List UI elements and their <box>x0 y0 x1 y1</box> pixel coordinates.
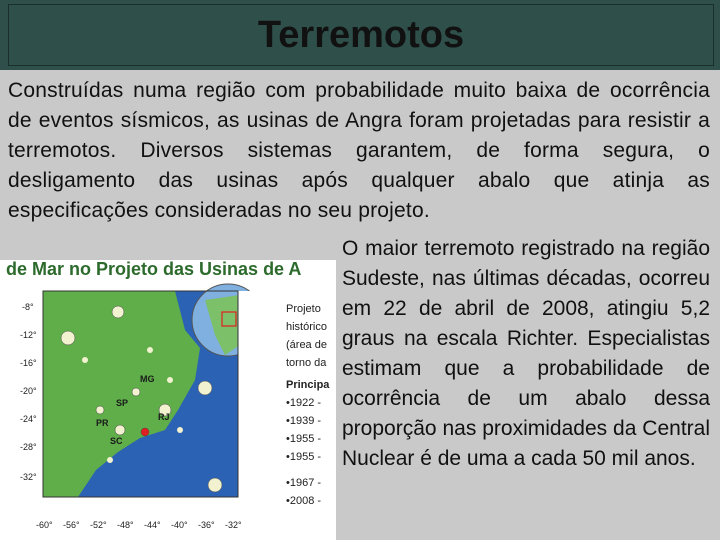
legend-year: •1955 - <box>286 451 322 463</box>
y-tick: -12° <box>20 330 37 340</box>
x-tick: -40° <box>171 520 188 530</box>
x-tick: -56° <box>63 520 80 530</box>
y-tick: -28° <box>20 442 37 452</box>
state-label: SC <box>110 436 123 446</box>
legend-line: Projeto <box>286 303 321 315</box>
title-bar <box>8 4 714 66</box>
x-tick: -36° <box>198 520 215 530</box>
legend-line: histórico <box>286 321 327 333</box>
seismicity-figure <box>0 260 336 540</box>
state-label: SP <box>116 398 129 408</box>
intro-paragraph: Construídas numa região com probabilidade muito baixa de ocorrência de eventos sísmicos, as usinas de Angra foram projetadas para resistir a terremotos. Diversos sistemas garantem, de forma segura, o desligamento das usinas após qualquer abalo que atinja as especificações consideradas no seu projeto. <box>8 79 710 222</box>
state-label: MG <box>140 374 155 384</box>
figure-title: de Mar no Projeto das Usinas de A <box>6 260 302 279</box>
legend-year: •1939 - <box>286 415 322 427</box>
x-tick: -60° <box>36 520 53 530</box>
legend-year: •2008 - <box>286 495 322 507</box>
state-label: RJ <box>158 412 170 422</box>
x-tick: -32° <box>225 520 242 530</box>
legend-line: torno da <box>286 357 327 369</box>
figure-legend <box>286 300 329 510</box>
y-tick: -16° <box>20 358 37 368</box>
x-tick: -48° <box>117 520 134 530</box>
slide-title: Terremotos <box>257 13 465 56</box>
y-tick: -20° <box>20 386 37 396</box>
legend-heading: Principa <box>286 379 330 391</box>
side-paragraph: O maior terremoto registrado na região Sudeste, nas últimas décadas, ocorreu em 22 de abril de 2008, atingiu 5,2 graus na escala Richter. Especialistas estimam que a probabilidade de ocorrência de um abalo dessa proporção nas proximidades da Central Nuclear é de uma a cada 50 mil anos. <box>342 237 710 470</box>
state-label: PR <box>96 418 109 428</box>
x-tick: -52° <box>90 520 107 530</box>
y-tick: -32° <box>20 472 37 482</box>
legend-year: •1967 - <box>286 477 322 489</box>
legend-year: •1955 - <box>286 433 322 445</box>
side-text-box <box>336 231 720 540</box>
legend-year: •1922 - <box>286 397 322 409</box>
x-tick: -44° <box>144 520 161 530</box>
legend-line: (área de <box>286 339 327 351</box>
y-tick: -8° <box>22 302 34 312</box>
y-tick: -24° <box>20 414 37 424</box>
